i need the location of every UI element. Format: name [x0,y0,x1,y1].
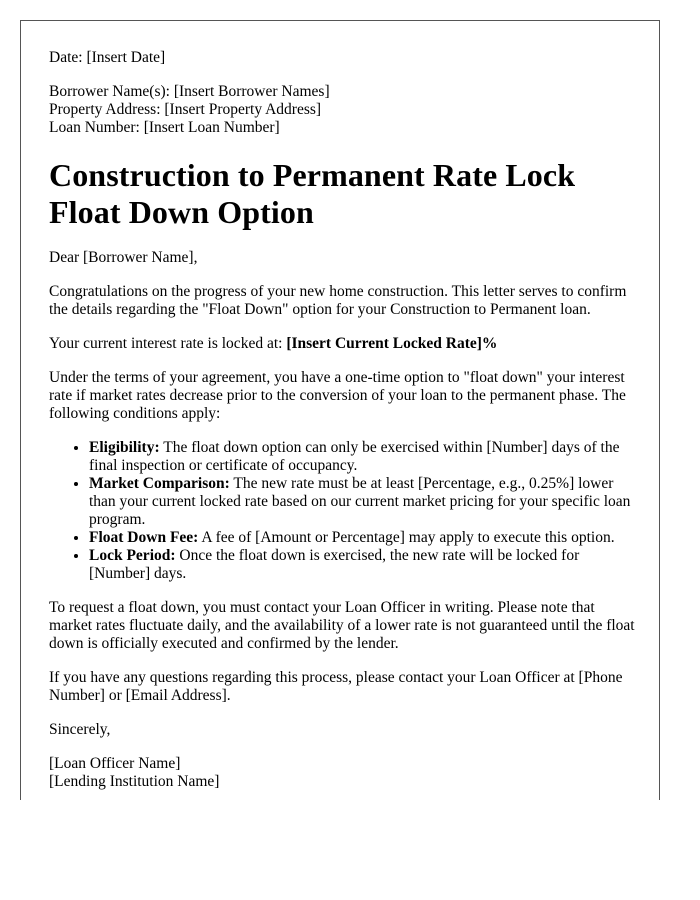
intro-paragraph: Congratulations on the progress of your new home construction. This letter serves to confirm the details regarding the "Float Down" option for your Construction to Permanent loan. [49,283,627,318]
condition-label: Lock Period: [89,547,176,564]
condition-text: A fee of [Amount or Percentage] may apply to execute this option. [198,529,615,546]
current-rate-value: [Insert Current Locked Rate]% [286,335,498,352]
page-title: Construction to Permanent Rate Lock Float Down Option [49,157,576,230]
letter-content [49,49,635,791]
condition-market-comparison [89,475,635,529]
borrower-line: Borrower Name(s): [Insert Borrower Names] [49,83,330,100]
condition-text: The float down option can only be exercised within [Number] days of the final inspection or certificate of occupancy. [89,439,620,474]
condition-text: The new rate must be at least [Percentage, e.g., 0.25%] lower than your current locked rate based on our current market pricing for your specific loan program. [89,475,631,528]
institution-name: [Lending Institution Name] [49,773,220,790]
loan-number-line: Loan Number: [Insert Loan Number] [49,119,280,136]
signature-block [49,755,635,791]
borrower-info-block [49,83,635,137]
property-line: Property Address: [Insert Property Address] [49,101,322,118]
condition-eligibility [89,439,635,475]
condition-lock-period [89,547,635,583]
questions-paragraph: If you have any questions regarding this process, please contact your Loan Officer at [Phone Number] or [Email Address]. [49,669,623,704]
loan-officer-name: [Loan Officer Name] [49,755,181,772]
salutation: Dear [Borrower Name], [49,249,198,266]
closing-line: Sincerely, [49,721,111,738]
condition-text: Once the float down is exercised, the new rate will be locked for [Number] days. [89,547,580,582]
conditions-list [49,439,635,583]
current-rate-paragraph [49,335,635,353]
condition-float-down-fee [89,529,635,547]
request-paragraph: To request a float down, you must contact your Loan Officer in writing. Please note that market rates fluctuate daily, and the availability of a lower rate is not guaranteed until the float down is officially executed and confirmed by the lender. [49,599,635,652]
letter-page [20,20,660,800]
terms-paragraph: Under the terms of your agreement, you have a one-time option to "float down" your interest rate if market rates decrease prior to the conversion of your loan to the permanent phase. The following conditions apply: [49,369,626,422]
condition-label: Float Down Fee: [89,529,199,546]
current-rate-prefix: Your current interest rate is locked at: [49,335,287,352]
condition-label: Eligibility: [89,439,160,456]
date-line: Date: [Insert Date] [49,49,166,66]
condition-label: Market Comparison: [89,475,230,492]
